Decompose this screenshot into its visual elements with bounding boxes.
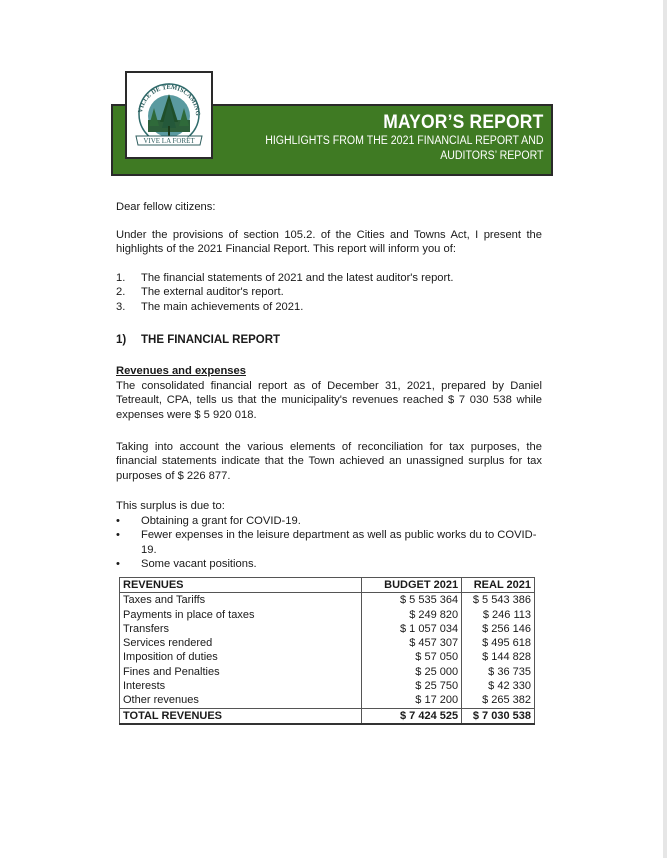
table-header-row bbox=[120, 578, 535, 593]
town-logo bbox=[125, 71, 213, 159]
list-item: • Obtaining a grant for COVID-19. bbox=[116, 515, 301, 527]
town-crest-icon bbox=[130, 76, 208, 154]
table-row: Other revenues $ 17 200 $ 265 382 bbox=[120, 693, 535, 708]
greeting: Dear fellow citizens: bbox=[116, 201, 216, 213]
column-header: REAL 2021 bbox=[462, 578, 535, 593]
list-item: 1. The financial statements of 2021 and the latest auditor's report. bbox=[116, 272, 454, 284]
revenues-paragraph: The consolidated financial report as of December 31, 2021, prepared by Daniel Tetreault, CPA, tells us that the municipality's revenues reached $ 7 030 538 while expenses were $ 5 920 018. bbox=[116, 380, 542, 421]
table-total-row: TOTAL REVENUES $ 7 424 525 $ 7 030 538 bbox=[120, 708, 535, 724]
table-row: Imposition of duties $ 57 050 $ 144 828 bbox=[120, 650, 535, 664]
page-subtitle-line1: HIGHLIGHTS FROM THE 2021 FINANCIAL REPORT AND bbox=[264, 135, 543, 147]
column-header: REVENUES bbox=[120, 578, 362, 593]
logo-ribbon-text: VIVE LA FORÊT bbox=[143, 137, 195, 145]
intro-paragraph: Under the provisions of section 105.2. of the Cities and Towns Act, I present the highlights of the 2021 Financial Report. This report will inform you of: bbox=[116, 229, 542, 256]
section-heading: 1) THE FINANCIAL REPORT bbox=[116, 334, 281, 346]
report-contents-list bbox=[116, 271, 542, 314]
list-item: • Some vacant positions. bbox=[116, 558, 257, 571]
page-edge bbox=[663, 0, 667, 858]
revenues-table bbox=[119, 577, 535, 725]
table-row: Taxes and Tariffs $ 5 535 364 $ 5 543 386 bbox=[120, 593, 535, 608]
list-item: 2. The external auditor's report. bbox=[116, 286, 284, 299]
list-item: • Fewer expenses in the leisure department as well as public works du to COVID-19. bbox=[116, 529, 537, 556]
page-subtitle-line2: AUDITORS’ REPORT bbox=[439, 150, 543, 162]
column-header: BUDGET 2021 bbox=[362, 578, 462, 593]
svg-text:VILLE DE TÉMISCAMING: VILLE DE TÉMISCAMING bbox=[137, 83, 202, 117]
table-row: Services rendered $ 457 307 $ 495 618 bbox=[120, 636, 535, 650]
surplus-paragraph: Taking into account the various elements of reconciliation for tax purposes, the financial statements indicate that the Town achieved an unassigned surplus for tax purposes of $ 226 877. bbox=[116, 441, 542, 482]
subheading-revenues-expenses: Revenues and expenses bbox=[116, 365, 246, 377]
surplus-intro: This surplus is due to: bbox=[116, 500, 225, 512]
page-title: MAYOR’S REPORT bbox=[382, 112, 543, 133]
surplus-reasons-list bbox=[116, 514, 542, 572]
table-row: Fines and Penalties $ 25 000 $ 36 735 bbox=[120, 665, 535, 679]
table-row: Payments in place of taxes $ 249 820 $ 246 113 bbox=[120, 608, 535, 622]
table-row: Interests $ 25 750 $ 42 330 bbox=[120, 679, 535, 693]
table-row: Transfers $ 1 057 034 $ 256 146 bbox=[120, 622, 535, 636]
banner-text bbox=[241, 112, 543, 164]
list-item: 3. The main achievements of 2021. bbox=[116, 300, 304, 313]
